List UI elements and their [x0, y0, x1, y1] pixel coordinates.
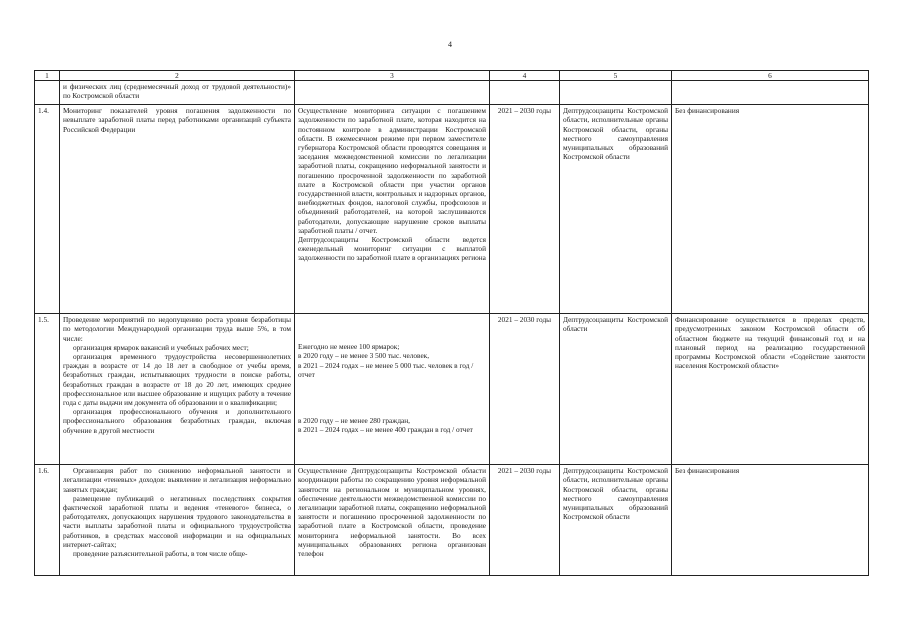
years-cell [490, 81, 560, 105]
indicator-text: Осуществление мониторинга ситуации с погашением задолженности по заработной плате, которая находится на постоянном контроле в администрации Костромской области. В ежемесячном режиме при первом заместителе губернатора Костромской области проводятся совещания и заседания межведомственной комиссии по легализации заработной платы, сокращению неформальной занятости и погашению просроченной задолженности по заработной плате в Костромской области при участии органов государственной власти, контрольных и надзорных органов, внебюджетных фондов, налоговой службы, профсоюзов и объединений работодателей, на которой заслушиваются работодатели, допускающие нарушение сроков выплаты заработной платы / отчет. [298, 106, 486, 235]
measure-text: Организация работ по снижению неформальной занятости и легализации «теневых» доходов: выявление и легализация неформально занятых граждан; [63, 466, 291, 494]
indicator-text: в 2021 – 2024 годах – не менее 400 граждан в год / отчет [298, 425, 473, 435]
indicator-cell [295, 81, 490, 105]
indicator-text: Осуществление Дептрудсоцзащиты Костромской области координации работы по сокращению уровня неформальной занятости на региональном и муниципальном уровнях, обеспечение деятельности межведомственной комиссии по легализации заработной платы, сокращению неформальной занятости и погашению просроченной задолженности по заработной плате в Костромской области, проведение мониторинга неформальной занятости. Во всех муниципальных образованиях региона организован телефон [298, 466, 486, 559]
years-cell: 2021 – 2030 годы [490, 314, 560, 465]
row-number: 1.4. [35, 105, 60, 314]
funding-cell: Без финансирования [672, 465, 869, 576]
table-row [35, 105, 869, 314]
measure-cell [60, 314, 295, 465]
measure-text: размещение публикаций о негативных последствиях сокрытия фактической заработной платы и ведения «теневого» бизнеса, о работодателях, допускающих нарушения трудового законодательства в части выплаты заработной платы и официального трудоустройства работников, в средствах массовой информации и на официальных интернет-сайтах; [63, 493, 291, 549]
indicator-cell [295, 465, 490, 576]
indicator-text: в 2020 году – не менее 280 граждан, [298, 416, 410, 426]
table-row [35, 314, 869, 465]
col-header-3: 3 [295, 71, 490, 81]
measures-table [34, 70, 869, 576]
measure-cell [60, 81, 295, 105]
indicator-text: в 2021 – 2024 годах – не менее 5 000 тыс. человек в год / отчет [298, 360, 474, 379]
executors-cell: Дептрудсоцзащиты Костромской области, исполнительные органы Костромской области, органы местного самоуправления муниципальных образований Костромской области [560, 465, 672, 576]
funding-cell: Финансирование осуществляется в пределах средств, предусмотренных законом Костромской области об областном бюджете на текущий финансовый год и на плановый период на реализацию государственной программы Костромской области «Содействие занятости населения Костромской области» [672, 314, 869, 465]
measure-text: и физических лиц (среднемесячный доход от трудовой деятельности)» по Костромской области [63, 82, 291, 101]
measure-text: организация профессионального обучения и дополнительного профессионального образования безработных граждан, включая обучение в другой местности [63, 407, 291, 435]
funding-cell [672, 81, 869, 105]
indicator-text: Ежегодно не менее 100 ярмарок; [298, 342, 400, 352]
indicator-text: в 2020 году – не менее 3 500 тыс. человек, [298, 351, 430, 361]
page-number: 4 [448, 40, 452, 49]
indicator-cell [295, 314, 490, 465]
row-number: 1.6. [35, 465, 60, 576]
table-row [35, 81, 869, 105]
measure-text: организация ярмарок вакансий и учебных рабочих мест; [73, 342, 249, 352]
col-header-4: 4 [490, 71, 560, 81]
col-header-1: 1 [35, 71, 60, 81]
years-cell: 2021 – 2030 годы [490, 465, 560, 576]
executors-cell: Дептрудсоцзащиты Костромской области [560, 314, 672, 465]
funding-cell: Без финансирования [672, 105, 869, 314]
row-number [35, 81, 60, 105]
measure-cell [60, 105, 295, 314]
executors-cell: Дептрудсоцзащиты Костромской области, исполнительные органы Костромской области, органы местного самоуправления муниципальных образований Костромской области [560, 105, 672, 314]
header-row [35, 71, 869, 81]
table-row [35, 465, 869, 576]
measure-text: Мониторинг показателей уровня погашения задолженности по невыплате заработной платы перед работниками организаций субъекта Российской Федерации [63, 106, 291, 134]
indicator-text: Дептрудсоцзащиты Костромской области ведется еженедельный мониторинг ситуации с выплатой задолженности по заработной плате в организациях региона [298, 235, 486, 263]
measure-cell [60, 465, 295, 576]
years-cell: 2021 – 2030 годы [490, 105, 560, 314]
measure-text: Проведение мероприятий по недопущению роста уровня безработицы по методологии Международной организации труда выше 5%, в том числе: [63, 315, 291, 343]
measure-text: организация временного трудоустройства несовершеннолетних граждан в возрасте от 14 до 18 лет в свободное от учебы время, безработных граждан, испытывающих трудности в поиске работы, безработных граждан в возрасте от 18 до 20 лет, имеющих среднее профессиональное или высшее образование и ищущих работу в течение года с даты выдачи им документа об образовании и о квалификации; [63, 352, 291, 408]
col-header-5: 5 [560, 71, 672, 81]
executors-cell [560, 81, 672, 105]
measure-text: проведение разъяснительной работы, в том числе обще- [73, 549, 248, 559]
col-header-6: 6 [672, 71, 869, 81]
row-number: 1.5. [35, 314, 60, 465]
col-header-2: 2 [60, 71, 295, 81]
indicator-cell [295, 105, 490, 314]
